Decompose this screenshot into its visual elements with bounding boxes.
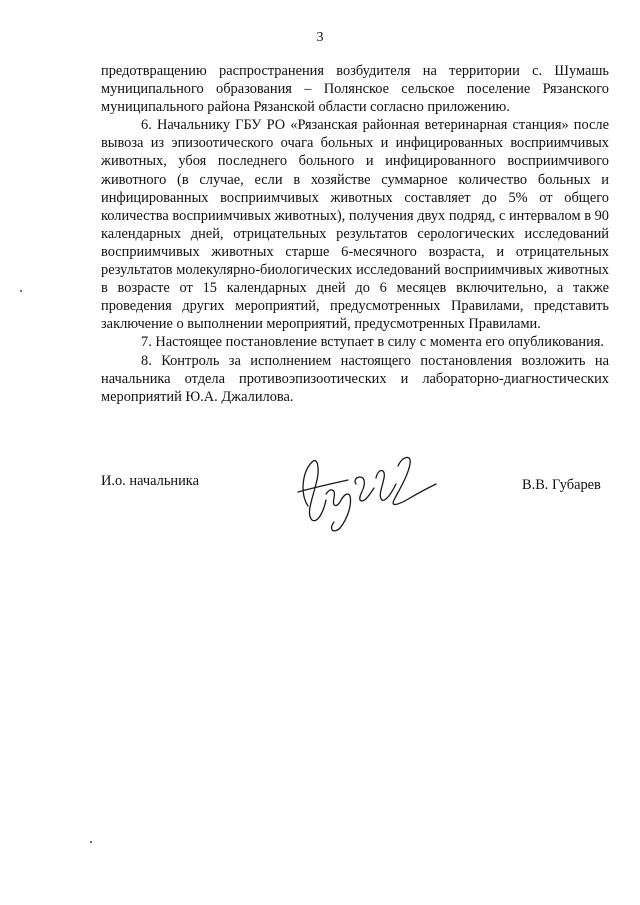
scan-speck <box>20 290 22 292</box>
paragraph-7: 7. Настоящее постановление вступает в силу с момента его опубликования. <box>141 334 605 351</box>
page-number: 3 <box>316 30 324 45</box>
handwritten-signature-icon <box>278 444 438 534</box>
paragraph-8: 8. Контроль за исполнением настоящего постановления возложить на начальника отдела противоэпизоотических и лабораторно-диагностических мероприятий Ю.А. Джалилова. <box>101 352 609 405</box>
document-body <box>101 62 609 406</box>
paragraph-6: 6. Начальнику ГБУ РО «Рязанская районная ветеринарная станция» после вывоза из эпизоотического очага больных и инфицированных восприимчивых животных, убоя последнего больного и инфицированного восприимчивого животного (в случае, если в хозяйстве суммарное количество больных и инфицированных восприимчивых животных составляет до 5% от общего количества восприимчивых животных), получения двух подряд, с интервалом в 90 календарных дней, отрицательных результатов серологических исследований восприимчивых животных старше 6-месячного возраста, и отрицательных результатов молекулярно-биологических исследований восприимчивых животных в возрасте от 15 календарных дней до 6 месяцев включительно, а также проведения других мероприятий, предусмотренных Правилами, представить заключение о выполнении мероприятий, предусмотренных Правилами. <box>101 117 609 333</box>
signatory-position: И.о. начальника <box>101 473 199 489</box>
scan-speck <box>90 841 92 843</box>
signatory-name: В.В. Губарев <box>522 477 601 493</box>
paragraph-5-continuation: предотвращению распространения возбудителя на территории с. Шумашь муниципального образования – Полянское сельское поселение Рязанского муниципального района Рязанской области согласно приложению. <box>101 63 609 116</box>
